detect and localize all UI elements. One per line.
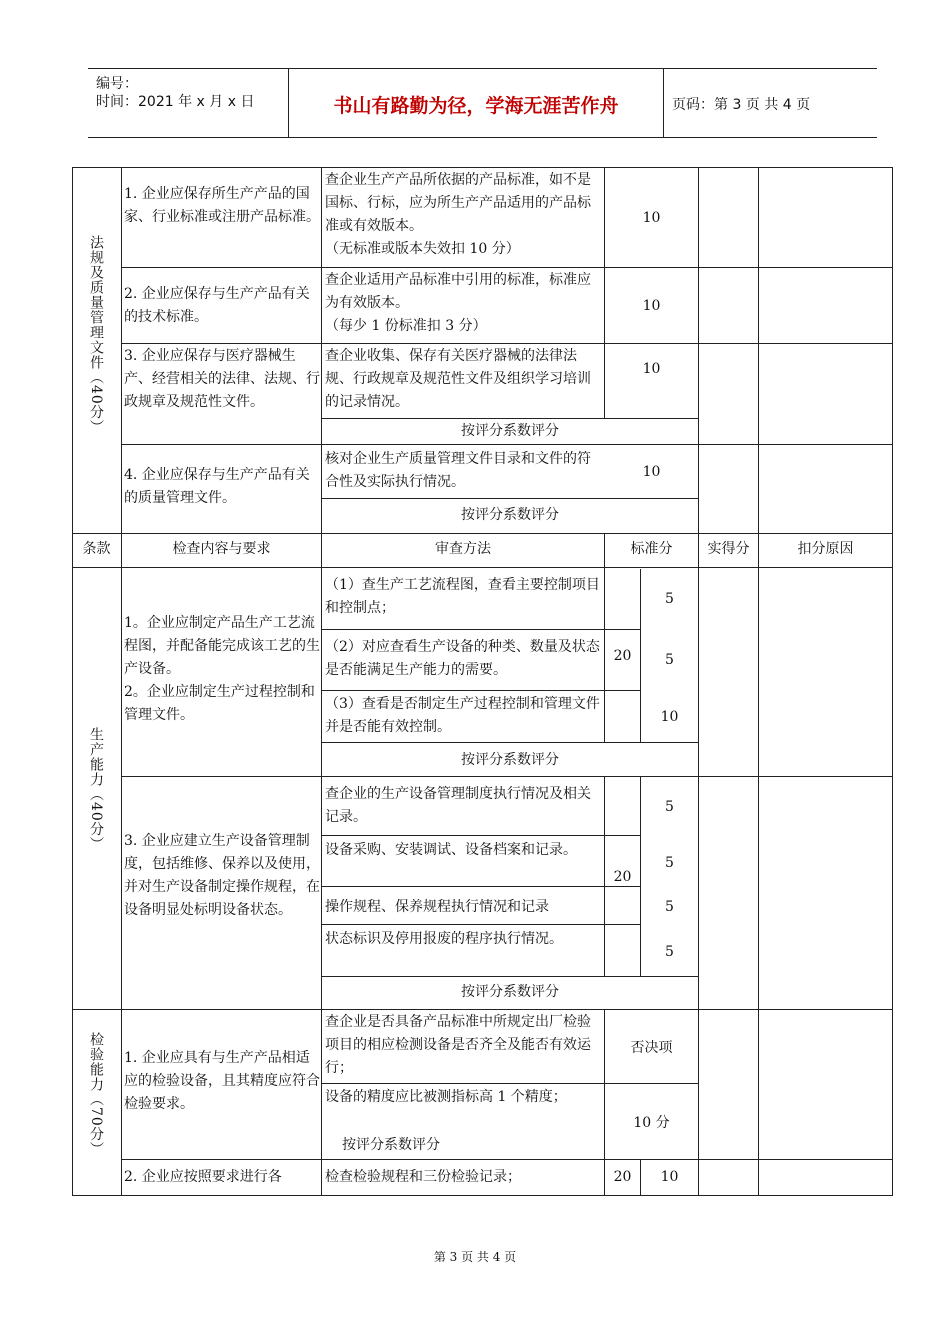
production-block2-content: 3. 企业应建立生产设备管理制度，包括维修、保养以及使用，并对生产设备制定操作规程，在设备明显处标明设备状态。 bbox=[124, 833, 320, 918]
production-block1-score-1: 5 bbox=[665, 591, 674, 607]
inspection-item-1-method-2-note: 按评分系数评分 bbox=[342, 1137, 440, 1153]
production-block1-score-3: 10 bbox=[660, 709, 679, 725]
production-block1-method-3: （3）查看是否制定生产过程控制和管理文件并是否能有效控制。 bbox=[325, 696, 600, 735]
section-regs-title: 法规及质量管理文件（40分） bbox=[88, 235, 104, 435]
inspection-item-2-method: 检查检验规程和三份检验记录； bbox=[325, 1169, 521, 1185]
regs-item-4-method: 核对企业生产质量管理文件目录和文件的符合性及实际执行情况。 bbox=[325, 451, 591, 490]
regs-item-3-method: 查企业收集、保存有关医疗器械的法律法规、行政规章及规范性文件及组织学习培训的记录情况。 bbox=[325, 348, 591, 410]
production-block2-total: 20 bbox=[613, 869, 632, 885]
regs-item-4-rating: 按评分系数评分 bbox=[461, 507, 559, 523]
production-block2-score-3: 5 bbox=[665, 899, 674, 915]
section-production-title: 生产能力（40分） bbox=[88, 727, 104, 852]
production-block2-method-3: 操作规程、保养规程执行情况和记录 bbox=[325, 899, 549, 915]
col-standard: 标准分 bbox=[630, 541, 673, 557]
regs-item-2-content: 2. 企业应保存与生产产品有关的技术标准。 bbox=[124, 286, 310, 325]
inspection-item-2-content: 2. 企业应按照要求进行各 bbox=[124, 1169, 282, 1185]
production-block1-method-1: （1）查生产工艺流程图，查看主要控制项目和控制点； bbox=[325, 577, 600, 616]
motto: 书山有路勤为径，学海无涯苦作舟 bbox=[333, 95, 619, 117]
regs-item-1-content: 1. 企业应保存所生产产品的国家、行业标准或注册产品标准。 bbox=[124, 186, 320, 225]
regs-item-3-content: 3. 企业应保存与医疗器械生产、经营相关的法律、法规、行政规章及规范性文件。 bbox=[124, 348, 320, 410]
col-method: 审查方法 bbox=[435, 541, 491, 557]
time-label: 时间：2021 年 x 月 x 日 bbox=[96, 94, 255, 110]
regs-item-3-rating: 按评分系数评分 bbox=[461, 423, 559, 439]
col-reason: 扣分原因 bbox=[797, 541, 854, 557]
header-page-cell bbox=[664, 69, 877, 137]
section-inspection-title: 检验能力（70分） bbox=[88, 1032, 104, 1157]
inspection-item-1-score-2: 10 分 bbox=[633, 1115, 670, 1131]
production-block1-score-2: 5 bbox=[665, 652, 674, 668]
col-actual: 实得分 bbox=[707, 541, 750, 557]
regs-item-2-score: 10 bbox=[642, 298, 661, 314]
regs-item-1-score: 10 bbox=[642, 210, 661, 226]
production-block2-score-2: 5 bbox=[665, 855, 674, 871]
production-block2-rating: 按评分系数评分 bbox=[461, 984, 559, 1000]
page-label: 页码：第 3 页 共 4 页 bbox=[672, 97, 811, 113]
regs-item-4-content: 4. 企业应保存与生产产品有关的质量管理文件。 bbox=[124, 467, 310, 506]
production-block2-score-4: 5 bbox=[665, 944, 674, 960]
production-block2-method-4: 状态标识及停用报废的程序执行情况。 bbox=[325, 931, 563, 947]
production-block2-score-1: 5 bbox=[665, 799, 674, 815]
regs-item-4-score: 10 bbox=[642, 464, 661, 480]
inspection-item-2-score: 10 bbox=[660, 1169, 679, 1185]
document-header bbox=[88, 68, 877, 138]
inspection-item-1-score-1: 否决项 bbox=[630, 1040, 673, 1056]
production-block1-total: 20 bbox=[613, 648, 632, 664]
page-footer: 第 3 页 共 4 页 bbox=[433, 1250, 517, 1264]
production-block2-method-2: 设备采购、安装调试、设备档案和记录。 bbox=[325, 842, 577, 858]
inspection-item-1-method-1: 查企业是否具备产品标准中所规定出厂检验项目的相应检测设备是否齐全及能否有效运行； bbox=[325, 1014, 591, 1076]
number-label: 编号： bbox=[96, 76, 138, 92]
production-block2-method-1: 查企业的生产设备管理制度执行情况及相关记录。 bbox=[325, 786, 591, 825]
inspection-item-2-total: 20 bbox=[613, 1169, 632, 1185]
inspection-item-1-content: 1. 企业应具有与生产产品相适应的检验设备，且其精度应符合检验要求。 bbox=[124, 1050, 320, 1112]
col-content: 检查内容与要求 bbox=[172, 541, 271, 557]
regs-item-2-method: 查企业适用产品标准中引用的标准，标准应为有效版本。 （每少 1 份标准扣 3 分） bbox=[325, 272, 591, 334]
production-block1-rating: 按评分系数评分 bbox=[461, 752, 559, 768]
regs-item-3-score: 10 bbox=[642, 361, 661, 377]
inspection-item-1-method-2: 设备的精度应比被测指标高 1 个精度； bbox=[325, 1089, 567, 1105]
production-block1-content: 1。企业应制定产品生产工艺流程图，并配备能完成该工艺的生产设备。 2。企业应制定生产过程控制和管理文件。 bbox=[124, 615, 320, 723]
col-clause: 条款 bbox=[82, 541, 111, 557]
header-meta bbox=[88, 69, 288, 137]
production-block1-method-2: （2）对应查看生产设备的种类、数量及状态是否能满足生产能力的需要。 bbox=[325, 639, 600, 678]
regs-item-1-method: 查企业生产产品所依据的产品标准，如不是国标、行标，应为所生产产品适用的产品标准或有效版本。 （无标准或版本失效扣 10 分） bbox=[325, 172, 591, 257]
inspection-table bbox=[72, 167, 893, 1196]
header-motto-cell bbox=[288, 69, 664, 137]
